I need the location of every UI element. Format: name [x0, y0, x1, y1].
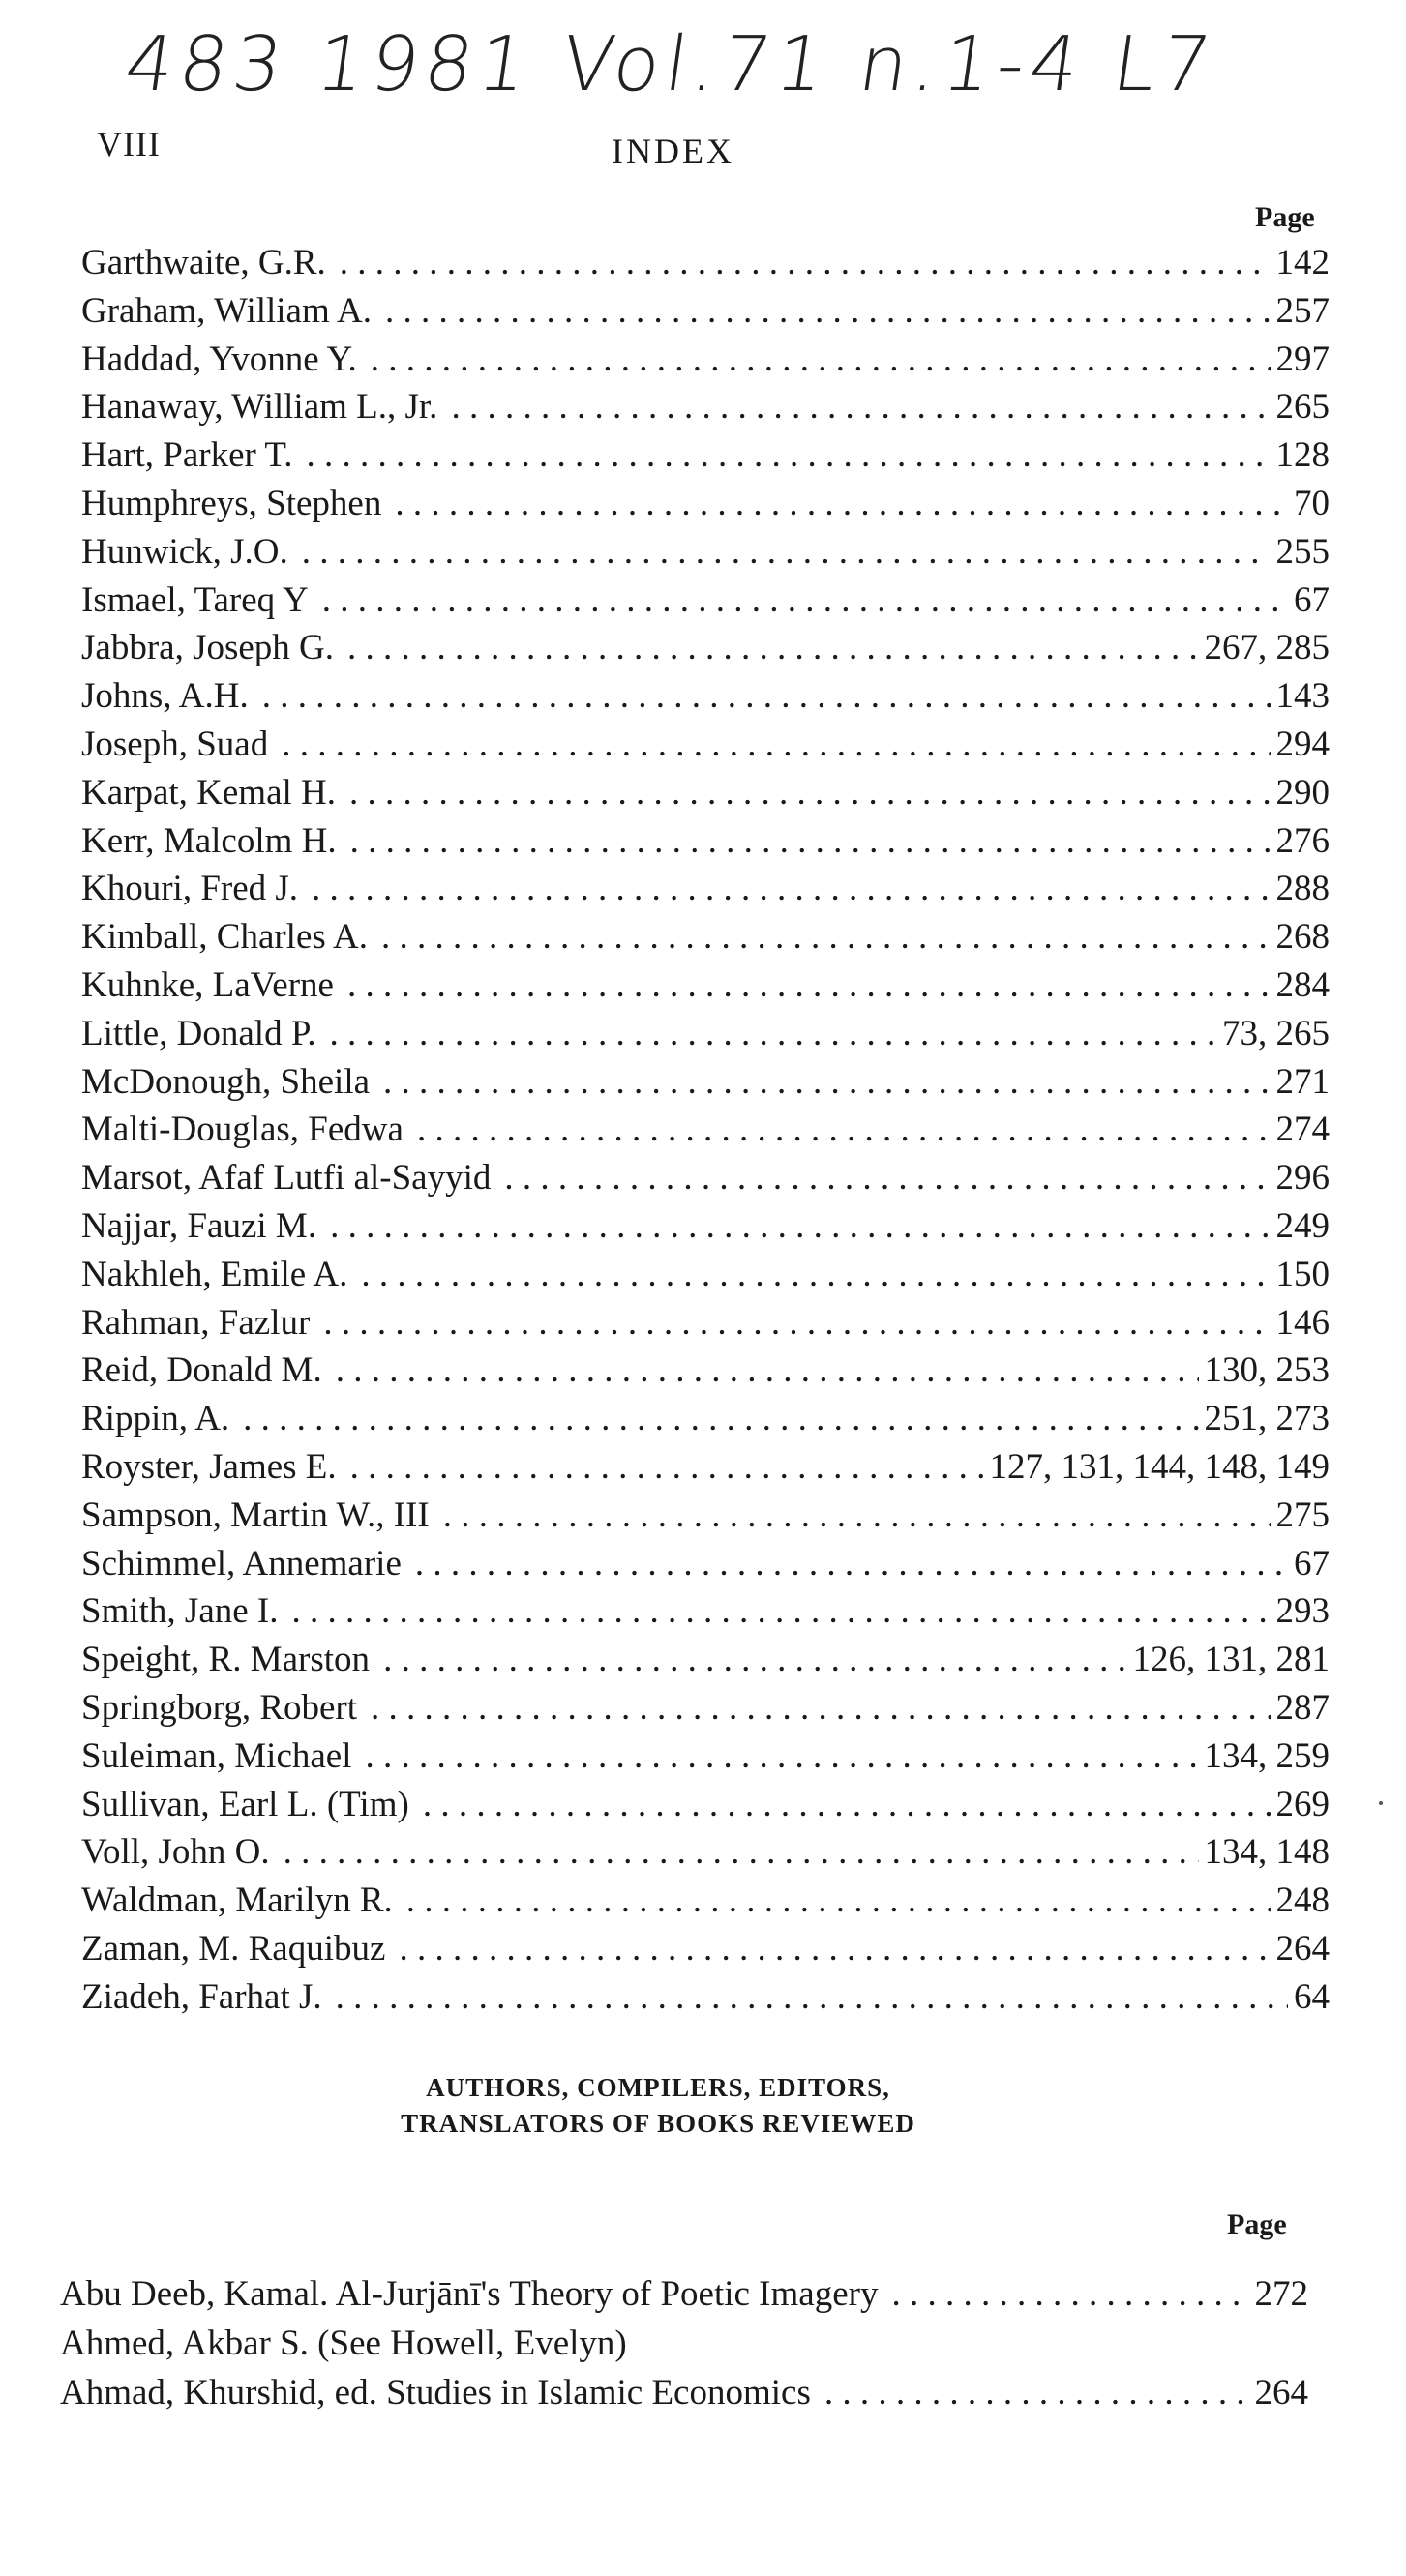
entry-name: Joseph, Suad: [81, 724, 269, 764]
index-entry: [81, 724, 1330, 772]
index-entry: [81, 1495, 1330, 1543]
entry-pages: 290: [1275, 772, 1330, 813]
index-entry: [81, 531, 1330, 579]
entry-name: Smith, Jane I.: [81, 1591, 279, 1632]
dot-leader: [307, 434, 1271, 476]
entry-name: Jabbra, Joseph G.: [81, 628, 335, 668]
entry-name: Speight, R. Marston: [81, 1640, 371, 1680]
index-entry: [81, 290, 1330, 339]
entry-pages: 130, 253: [1204, 1350, 1330, 1391]
dot-leader: [312, 868, 1270, 909]
books-reviewed-list: [60, 2273, 1308, 2421]
dot-leader: [347, 627, 1198, 668]
index-entry: [81, 1687, 1330, 1735]
entry-pages: 248: [1275, 1880, 1330, 1921]
index-entry: [81, 1349, 1330, 1398]
index-entry: [81, 1061, 1330, 1110]
entry-name: Sullivan, Earl L. (Tim): [81, 1784, 409, 1824]
dot-leader: [417, 1109, 1271, 1150]
dot-leader: [371, 1687, 1270, 1729]
entry-name: Sampson, Martin W., III: [81, 1495, 430, 1535]
dot-leader: [395, 483, 1288, 524]
entry-name: Kerr, Malcolm H.: [81, 820, 337, 861]
entry-name: Voll, John O.: [81, 1832, 270, 1873]
dot-leader: [336, 1349, 1199, 1391]
book-entry-text: Abu Deeb, Kamal. Al-Jurjānī's Theory of Poetic Imagery: [60, 2274, 879, 2314]
entry-pages: 70: [1294, 483, 1330, 523]
entry-pages: 274: [1275, 1110, 1330, 1150]
index-entry: [81, 1880, 1330, 1928]
index-entry: [81, 916, 1330, 964]
entry-name: Reid, Donald M.: [81, 1350, 322, 1391]
index-entry: [81, 483, 1330, 531]
entry-name: Hart, Parker T.: [81, 435, 293, 476]
entry-name: Garthwaite, G.R.: [81, 243, 326, 282]
books-page-column-label: Page: [1227, 2208, 1287, 2240]
entry-name: Rahman, Fazlur: [81, 1302, 311, 1343]
entry-name: McDonough, Sheila: [81, 1061, 371, 1102]
section-heading-line2: TRANSLATORS OF BOOKS REVIEWED: [401, 2109, 915, 2138]
entry-pages: 127, 131, 144, 148, 149: [989, 1446, 1330, 1487]
entry-name: Khouri, Fred J.: [81, 869, 299, 909]
entry-pages: 134, 259: [1204, 1735, 1330, 1776]
dot-leader: [415, 1543, 1288, 1584]
book-entry-pages: 264: [1254, 2373, 1308, 2413]
entry-name: Hunwick, J.O.: [81, 531, 288, 572]
index-entry: [81, 386, 1330, 434]
dot-leader: [399, 1928, 1270, 1969]
dot-leader: [451, 386, 1270, 428]
dot-leader: [824, 2372, 1249, 2413]
entry-pages: 257: [1275, 290, 1330, 331]
index-entry: [81, 1109, 1330, 1157]
index-entry: [81, 579, 1330, 628]
index-entry: [81, 772, 1330, 820]
entry-pages: 269: [1275, 1784, 1330, 1824]
entry-name: Little, Donald P.: [81, 1013, 316, 1053]
index-entry: [81, 1928, 1330, 1976]
entry-pages: 126, 131, 281: [1132, 1640, 1330, 1680]
entry-name: Najjar, Fauzi M.: [81, 1205, 317, 1246]
book-entry: [60, 2372, 1308, 2421]
dot-leader: [330, 1205, 1270, 1247]
entry-pages: 275: [1275, 1495, 1330, 1535]
index-entry: [81, 1590, 1330, 1639]
entry-name: Graham, William A.: [81, 290, 372, 331]
entry-name: Kuhnke, LaVerne: [81, 964, 334, 1005]
entry-name: Nakhleh, Emile A.: [81, 1254, 348, 1294]
scan-speck: [1379, 1801, 1383, 1805]
book-entry: [60, 2323, 1308, 2372]
index-entry: [81, 675, 1330, 724]
entry-name: Ziadeh, Farhat J.: [81, 1976, 322, 2017]
dot-leader: [336, 1976, 1288, 2018]
entry-name: Ismael, Tareq Y: [81, 579, 309, 620]
dot-leader: [330, 1013, 1216, 1054]
dot-leader: [340, 242, 1271, 283]
dot-leader: [383, 1061, 1270, 1103]
index-entry: [81, 868, 1330, 916]
entry-pages: 287: [1275, 1687, 1330, 1728]
index-entry: [81, 1639, 1330, 1687]
dot-leader: [349, 772, 1270, 814]
book-entry: [60, 2273, 1308, 2323]
entry-pages: 264: [1275, 1928, 1330, 1969]
entry-pages: 150: [1275, 1254, 1330, 1294]
dot-leader: [284, 1831, 1199, 1873]
index-entry: [81, 1784, 1330, 1832]
dot-leader: [383, 1639, 1126, 1680]
entry-pages: 267, 285: [1204, 628, 1330, 668]
entry-pages: 128: [1275, 435, 1330, 476]
dot-leader: [423, 1784, 1271, 1825]
dot-leader: [350, 820, 1271, 862]
entry-name: Waldman, Marilyn R.: [81, 1880, 393, 1921]
index-entry: [81, 820, 1330, 869]
entry-pages: 142: [1275, 243, 1330, 282]
dot-leader: [443, 1495, 1271, 1536]
index-entry: [81, 627, 1330, 675]
dot-leader: [366, 1735, 1199, 1777]
index-entry: [81, 1543, 1330, 1591]
entry-name: Kimball, Charles A.: [81, 917, 368, 958]
entry-pages: 268: [1275, 917, 1330, 958]
entry-pages: 64: [1294, 1976, 1330, 2017]
entry-pages: 143: [1275, 676, 1330, 717]
entry-name: Johns, A.H.: [81, 676, 249, 717]
entry-name: Haddad, Yvonne Y.: [81, 339, 357, 379]
book-entry-pages: 272: [1254, 2274, 1308, 2314]
dot-leader: [385, 290, 1271, 332]
dot-leader: [291, 1590, 1270, 1632]
book-entry-text: Ahmad, Khurshid, ed. Studies in Islamic Economics: [60, 2373, 811, 2413]
entry-pages: 67: [1294, 579, 1330, 620]
entry-pages: 134, 148: [1204, 1832, 1330, 1873]
entry-name: Malti-Douglas, Fedwa: [81, 1110, 404, 1150]
dot-leader: [406, 1880, 1271, 1921]
entry-pages: 293: [1275, 1591, 1330, 1632]
entry-pages: 294: [1275, 724, 1330, 764]
index-entry: [81, 1831, 1330, 1880]
entry-pages: 271: [1275, 1061, 1330, 1102]
handwritten-call-number: 483 1981 Vol.71 n.1-4 L7: [119, 21, 1222, 108]
entry-name: Springborg, Robert: [81, 1687, 358, 1728]
dot-leader: [891, 2273, 1248, 2315]
entry-name: Royster, James E.: [81, 1446, 337, 1487]
entry-pages: 255: [1275, 531, 1330, 572]
entry-pages: 146: [1275, 1302, 1330, 1343]
entry-name: Humphreys, Stephen: [81, 483, 382, 523]
index-entry: [81, 1254, 1330, 1302]
index-entry: [81, 964, 1330, 1013]
dot-leader: [302, 531, 1271, 573]
entry-pages: 249: [1275, 1205, 1330, 1246]
entry-pages: 296: [1275, 1158, 1330, 1199]
index-entry: [81, 1302, 1330, 1350]
index-entry: [81, 434, 1330, 483]
author-index-list: [81, 242, 1330, 2024]
dot-leader: [347, 964, 1271, 1006]
section-heading-line1: AUTHORS, COMPILERS, EDITORS,: [426, 2073, 890, 2102]
dot-leader: [504, 1157, 1270, 1199]
book-entry-text: Ahmed, Akbar S. (See Howell, Evelyn): [60, 2324, 627, 2363]
index-entry: [81, 1735, 1330, 1784]
dot-leader: [243, 1398, 1198, 1439]
entry-name: Marsot, Afaf Lutfi al-Sayyid: [81, 1158, 492, 1199]
entry-name: Rippin, A.: [81, 1399, 230, 1439]
entry-pages: 67: [1294, 1543, 1330, 1584]
entry-name: Schimmel, Annemarie: [81, 1543, 402, 1584]
entry-pages: 284: [1275, 964, 1330, 1005]
index-entry: [81, 1446, 1330, 1495]
dot-leader: [361, 1254, 1270, 1295]
folio-number: VIII: [97, 125, 161, 163]
dot-leader: [381, 916, 1271, 958]
dot-leader: [322, 579, 1288, 621]
index-entry: [81, 1976, 1330, 2025]
dot-leader: [350, 1446, 984, 1488]
dot-leader: [262, 675, 1271, 717]
entry-pages: 276: [1275, 820, 1330, 861]
entry-pages: 297: [1275, 339, 1330, 379]
entry-name: Suleiman, Michael: [81, 1735, 352, 1776]
entry-pages: 251, 273: [1204, 1399, 1330, 1439]
index-entry: [81, 1205, 1330, 1254]
index-entry: [81, 339, 1330, 387]
dot-leader: [323, 1302, 1270, 1344]
index-entry: [81, 1398, 1330, 1446]
index-entry: [81, 242, 1330, 290]
index-entry: [81, 1013, 1330, 1061]
index-entry: [81, 1157, 1330, 1205]
entry-pages: 73, 265: [1222, 1013, 1330, 1053]
entry-pages: 288: [1275, 869, 1330, 909]
running-head: INDEX: [612, 132, 734, 170]
dot-leader: [371, 339, 1271, 380]
entry-name: Hanaway, William L., Jr.: [81, 387, 438, 428]
page-column-label: Page: [1255, 201, 1315, 233]
dot-leader: [282, 724, 1270, 765]
entry-pages: 265: [1275, 387, 1330, 428]
entry-name: Karpat, Kemal H.: [81, 772, 337, 813]
entry-name: Zaman, M. Raquibuz: [81, 1928, 386, 1969]
